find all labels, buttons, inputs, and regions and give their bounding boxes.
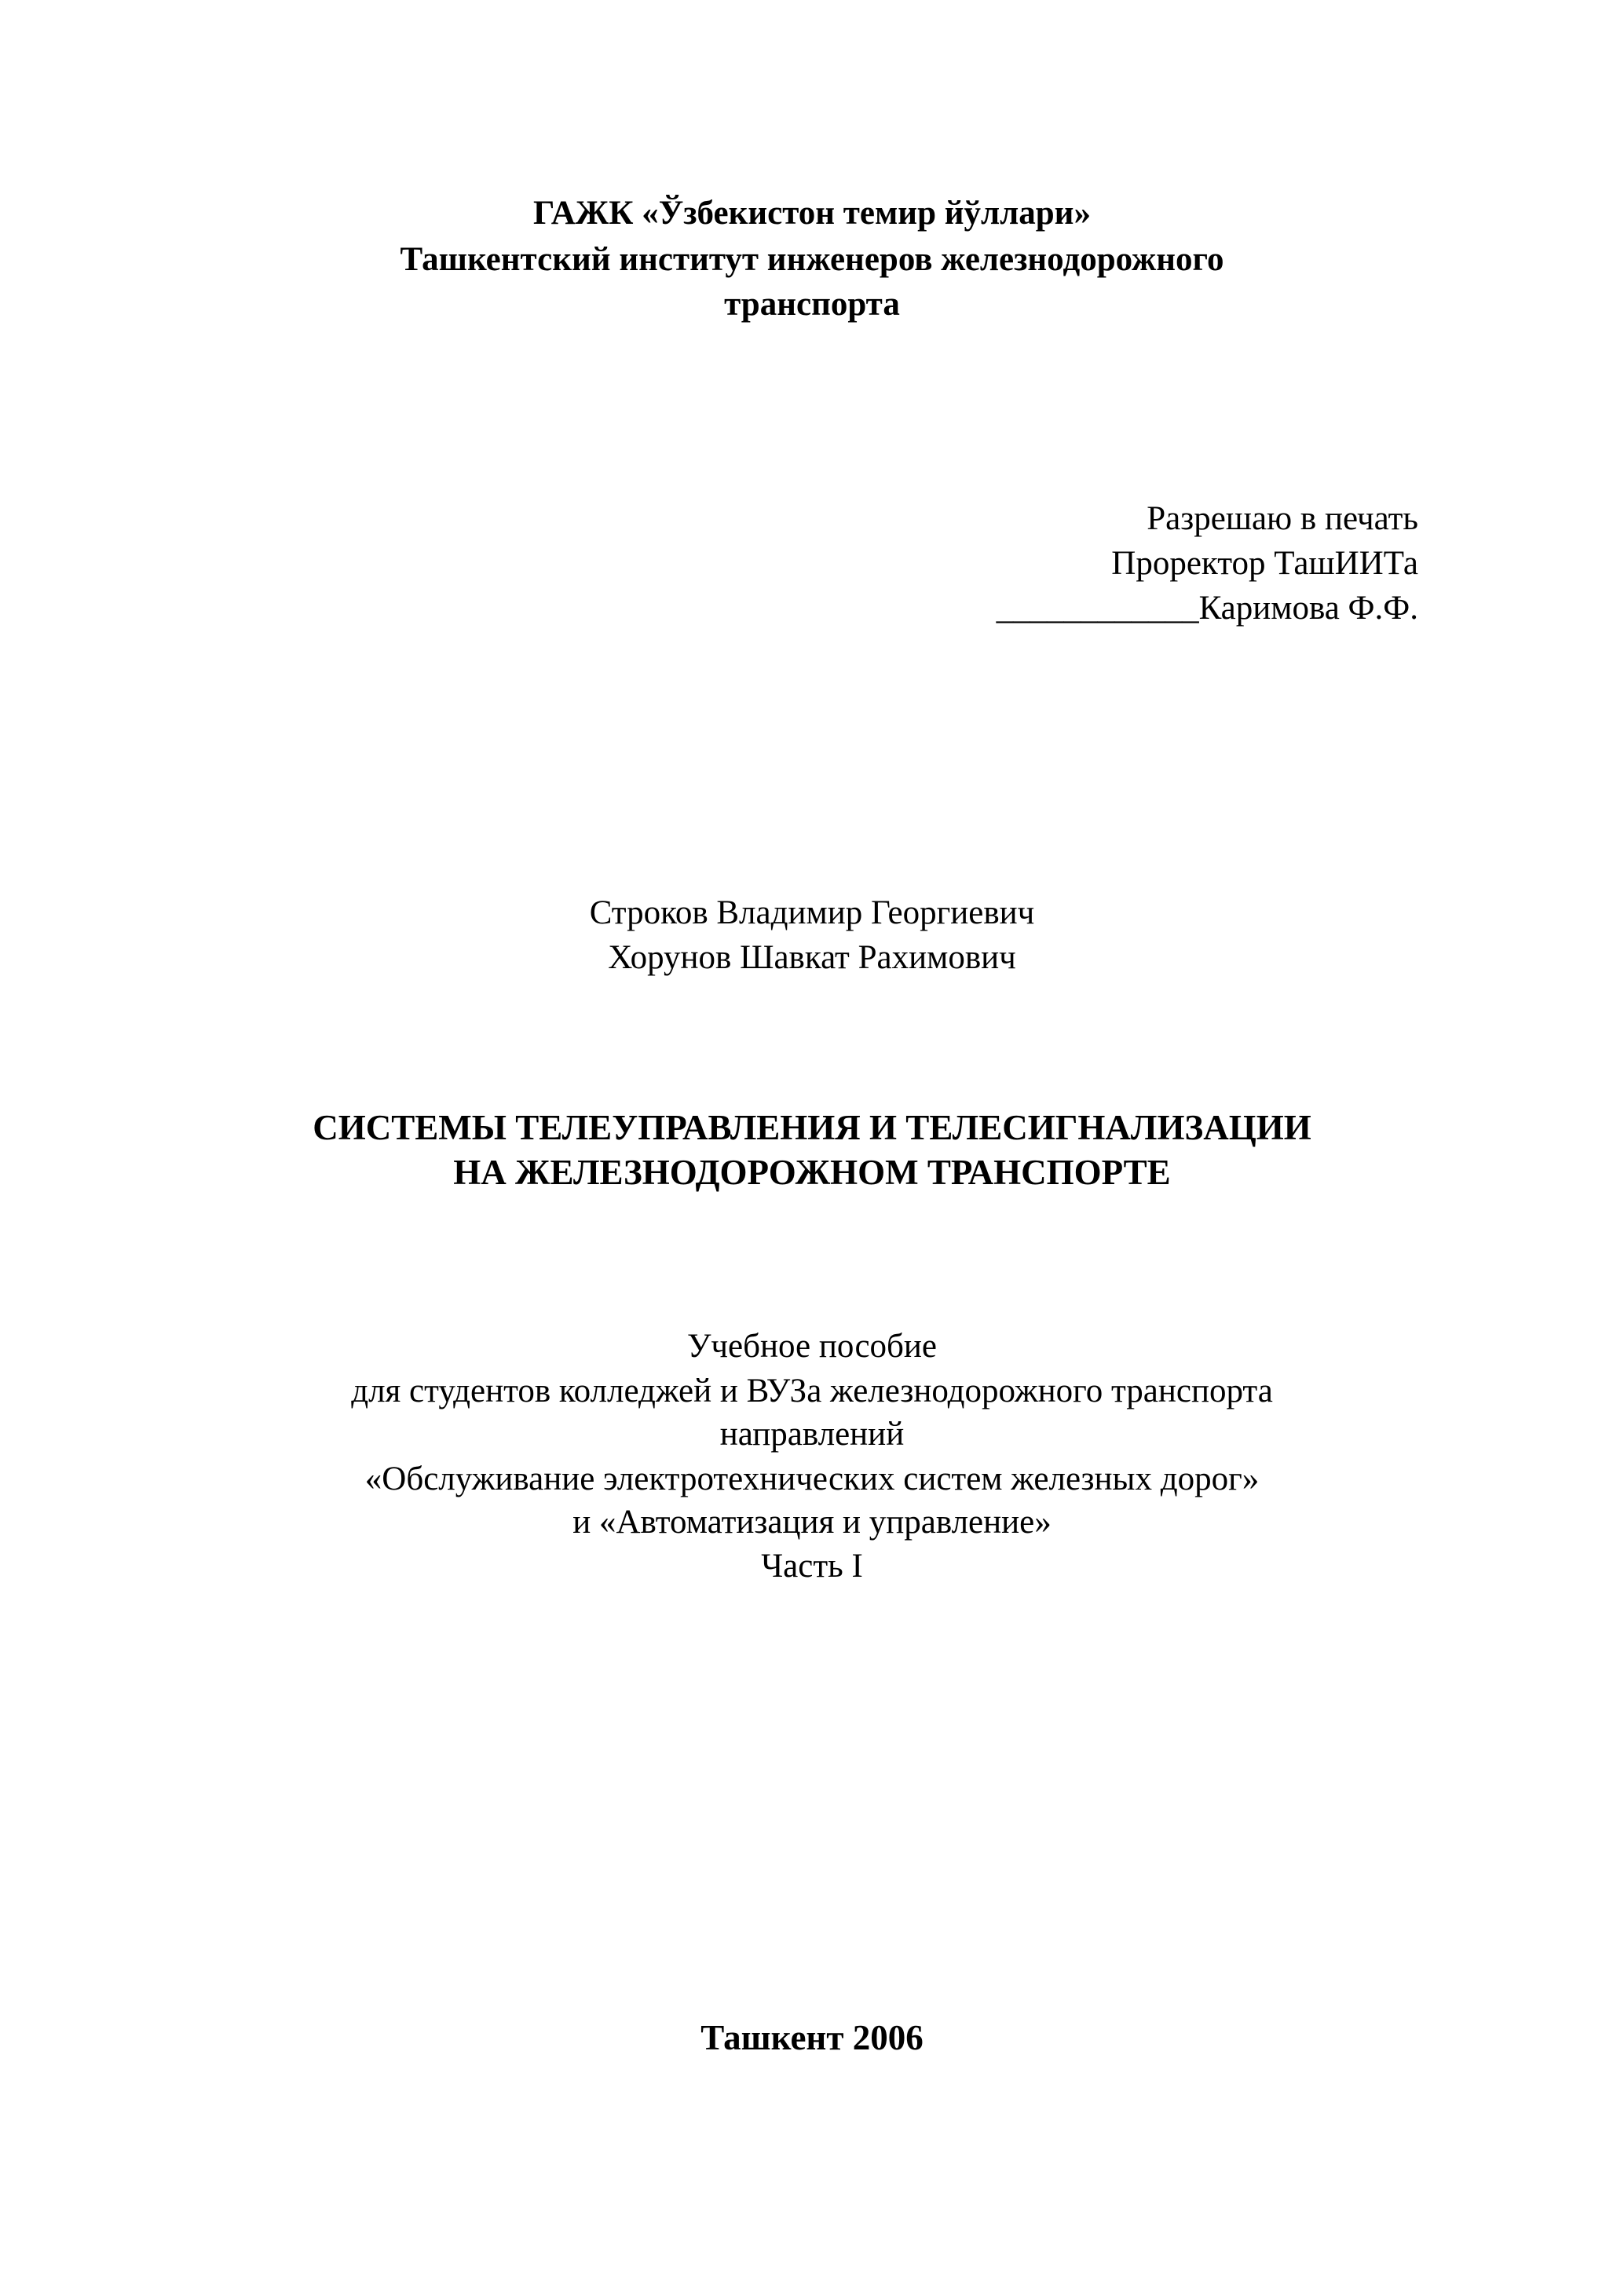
document-title: СИСТЕМЫ ТЕЛЕУПРАВЛЕНИЯ И ТЕЛЕСИГНАЛИЗАЦИИ (313, 1108, 1311, 1147)
organization-name: ГАЖК «Ўзбекистон темир йўллари» (533, 195, 1091, 232)
document-title-continued: НА ЖЕЛЕЗНОДОРОЖНОМ ТРАНСПОРТЕ (453, 1153, 1171, 1192)
document-type: Учебное пособие (686, 1328, 938, 1365)
audience-line: для студентов колледжей и ВУЗа железнодорожного транспорта (351, 1373, 1273, 1409)
approver-signature-line: ____________Каримова Ф.Ф. (996, 590, 1418, 627)
author-1: Строков Владимир Георгиевич (589, 894, 1035, 931)
author-2: Хорунов Шавкат Рахимович (608, 939, 1016, 976)
institute-name: Ташкентский институт инженеров железнодорожного (400, 241, 1224, 278)
approval-statement: Разрешаю в печать (1147, 500, 1418, 537)
institute-name-continued: транспорта (724, 286, 900, 323)
approver-position: Проректор ТашИИТа (1111, 545, 1418, 582)
direction-2: и «Автоматизация и управление» (572, 1504, 1052, 1541)
directions-label: направлений (719, 1416, 905, 1453)
direction-1: «Обслуживание электротехнических систем железных дорог» (364, 1461, 1260, 1497)
part-number: Часть I (761, 1548, 863, 1585)
place-and-year: Ташкент 2006 (700, 2018, 924, 2057)
